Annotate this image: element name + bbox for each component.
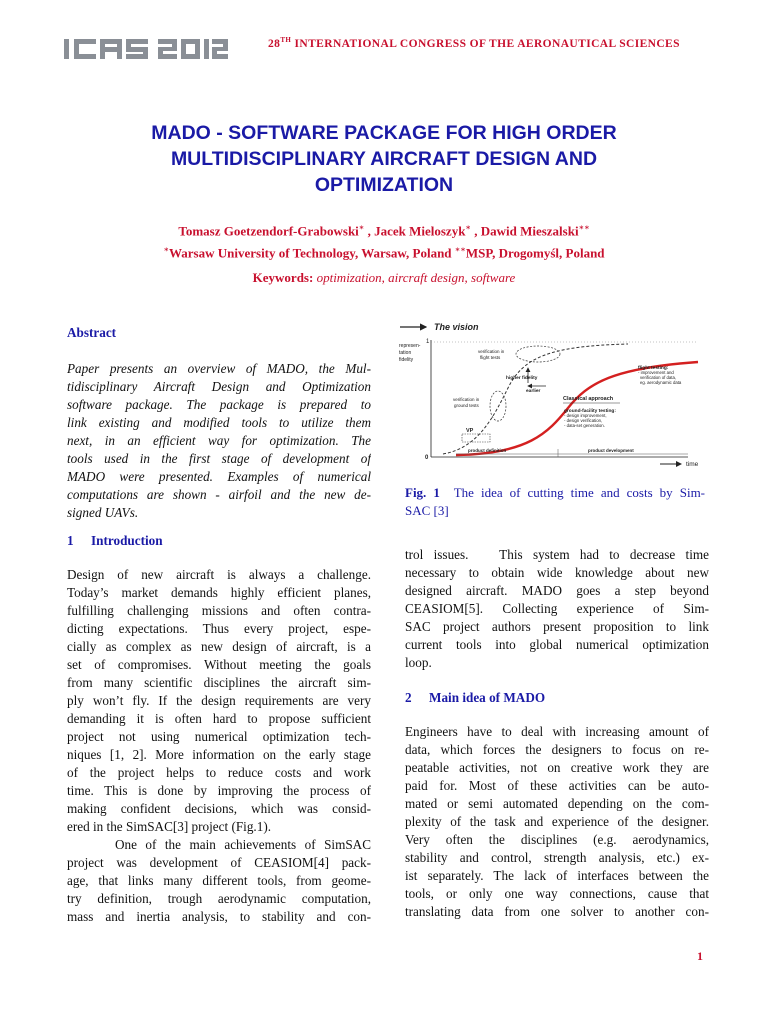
text-line: Very often the disciplines (e.g. aerodynamics, [405, 832, 709, 847]
y-label-line: represen- [399, 343, 421, 349]
text-line: ist separately. The lack of interfaces between the [405, 868, 709, 883]
text-line: next, in an efficient way for optimization. The [67, 433, 371, 448]
text-line: computations are shown - airfoil and the new de- [67, 487, 371, 502]
text-line: mated or semi automated depending on the com- [405, 796, 709, 811]
ground-testing-title: ground-facility testing: [564, 409, 616, 414]
text-line: ered in the SimSAC[3] project (Fig.1). [67, 819, 272, 834]
text-line: translating data from one solver to another con- [405, 904, 709, 919]
y-label-line: fidelity [399, 357, 414, 363]
text-line: MADO were presented. Examples of numerical [67, 469, 371, 484]
text-line: Design of new aircraft is always a challenge. [67, 567, 371, 582]
section-number: 1 [67, 533, 74, 548]
text-line: try definition, trough aerodynamic computation, [67, 891, 371, 906]
figure-caption [405, 484, 705, 520]
text-line: peatable activities, not on creative work they are [405, 760, 709, 775]
introduction-heading [67, 533, 163, 549]
classical-label: Classical approach [563, 396, 614, 402]
text-line: of the project helps to reduce costs and work [67, 765, 371, 780]
ground-testing-line: - design verification, [564, 418, 603, 423]
ground-label: ground tests [454, 403, 479, 408]
author-names: Tomasz Goetzendorf-Grabowski∗ , Jacek Mieloszyk∗ , Dawid Mieszalski∗∗ [178, 223, 590, 239]
vp-label: VP [466, 428, 474, 434]
page-number: 1 [697, 949, 703, 963]
affiliation: Warsaw University of Technology, Warsaw, Poland [168, 245, 452, 261]
flight-testing-line: verification of data, [640, 375, 677, 380]
text-line: tools used in the first stage of development of [67, 451, 371, 466]
conference-header [268, 36, 714, 50]
paper-title [60, 120, 708, 198]
caption-line [405, 484, 705, 502]
main-idea-heading [405, 690, 545, 706]
text-line: Paper presents an overview of MADO, the Mul- [67, 361, 371, 376]
section-title: Introduction [91, 533, 163, 548]
text-line: fulfilling challenging missions and often contra- [67, 603, 371, 618]
text-line: time. This is done by improving the process of [67, 783, 371, 798]
ground-tests-ellipse [490, 391, 506, 421]
text-line: One of the main achievements of SimSAC [81, 837, 371, 852]
y-one-tick: 1 [426, 339, 430, 345]
text-line: dicting expectations. Thus every project, espe- [67, 621, 371, 636]
text-line: necessary to obtain wide knowledge about new [405, 565, 709, 580]
title-line: OPTIMIZATION [314, 174, 454, 196]
text-line: project not using numerical optimization tech- [67, 729, 371, 744]
x-axis-label: time [686, 461, 699, 468]
y-label-line: tation [399, 350, 412, 356]
text-line: tidisciplinary Aircraft Design and Optimization [67, 379, 371, 394]
affiliation-mark: ∗ [163, 245, 169, 255]
product-definition-label: product definition [468, 448, 507, 453]
authors-block [60, 218, 708, 263]
text-line: paid for. Most of these activities can be auto- [405, 778, 709, 793]
text-line: designed aircraft. MADO goes a step beyond [405, 583, 709, 598]
introduction-continued [405, 546, 709, 672]
section-number: 2 [405, 690, 412, 705]
text-line: tools, or only one way connections, cause that [405, 886, 709, 901]
title-line: MADO - SOFTWARE PACKAGE FOR HIGH ORDER [151, 122, 617, 144]
conf-number: 28 [268, 37, 281, 50]
keywords-text: optimization, aircraft design, software [316, 270, 516, 285]
section-title: Main idea of MADO [429, 690, 546, 705]
text-line: from many scientific disciplines the aircraft sim- [67, 675, 371, 690]
text-line: Engineers have to deal with increasing amount of [405, 724, 709, 739]
earlier-label: earlier [526, 389, 541, 394]
text-line: SAC project authors present proposition to link [405, 619, 709, 634]
text-line: project was development of CEASIOM[4] pack- [67, 855, 371, 870]
keywords-label: Keywords: [252, 270, 314, 285]
text-line: trol issues. This system had to decrease time [405, 547, 709, 562]
text-line: cially as complex as new design of aircraft, is a [67, 639, 371, 654]
higher-fidelity-label: higher fidelity [506, 376, 538, 381]
ground-label: verification in [453, 397, 480, 402]
text-line: Today’s market demands highly efficient planes, [67, 585, 371, 600]
text-line: current tools into global numerical optimization [405, 637, 709, 652]
introduction-text [67, 566, 371, 926]
main-idea-text [405, 723, 709, 921]
vision-label: verification in [478, 349, 505, 354]
text-line: plexity of the task and experience of the designer. [405, 814, 709, 829]
ground-testing-line: - data-set generation. [564, 423, 605, 428]
author-name: Tomasz Goetzendorf-Grabowski [178, 223, 359, 239]
conf-text: INTERNATIONAL CONGRESS OF THE AERONAUTICAL SCIENCES [294, 37, 680, 50]
text-line: stability and control, strength analysis, etc.) ex- [405, 850, 709, 865]
text-line: data, which forces the designers to focus on re- [405, 742, 709, 757]
caption-text: The idea of cutting time and costs by Sim- [453, 485, 705, 500]
text-line: set of compromises. Without meeting the goals [67, 657, 371, 672]
text-line: niques [1, 2]. More information on the early stage [67, 747, 371, 762]
ground-testing-line: - design improvement, [564, 413, 607, 418]
y-zero-tick: 0 [425, 455, 429, 461]
flight-testing-title: flight testing: [638, 366, 669, 371]
flight-testing-line: - improvement and [638, 370, 674, 375]
text-line: CEASIOM[5]. Collecting experience of Sim- [405, 601, 709, 616]
product-development-label: product development [588, 448, 634, 453]
text-line: mass and inertia analysis, to stability and con- [67, 909, 371, 924]
text-line: demanding it is often hard to propose sufficient [67, 711, 371, 726]
text-line: ply won’t fly. If the design requirements are very [67, 693, 371, 708]
author-mark: ∗∗ [578, 223, 590, 232]
keywords [60, 270, 708, 286]
text-line: making confident decisions, which was consid- [67, 801, 371, 816]
affiliation: MSP, Drogomyśl, Poland [465, 245, 605, 261]
conf-sup: TH [280, 36, 292, 44]
flight-tests-ellipse [516, 346, 560, 362]
author-mark: ∗ [358, 223, 365, 232]
abstract-heading: Abstract [67, 325, 117, 340]
author-name: Dawid Mieszalski [480, 223, 579, 239]
vision-figure [398, 318, 710, 468]
text-line: loop. [405, 655, 432, 670]
text-line: link existing and modified tools to utilize them [67, 415, 371, 430]
flight-testing-line: eg. aerodynamic data [640, 380, 682, 385]
icas-2012-logo [64, 34, 228, 64]
author-name: Jacek Mieloszyk [374, 223, 466, 239]
caption-label: Fig. 1 [405, 485, 440, 500]
text-line: signed UAVs. [67, 505, 139, 520]
caption-line: SAC [3] [405, 503, 449, 518]
abstract-text [67, 360, 371, 522]
text-line: software package. The package is prepared to [67, 397, 371, 412]
figure-title: The vision [434, 322, 479, 332]
author-affiliations [60, 240, 708, 262]
title-line: MULTIDISCIPLINARY AIRCRAFT DESIGN AND [170, 148, 598, 170]
author-mark: ∗ [465, 223, 471, 232]
text-line: age, that links many different tools, from geome- [67, 873, 371, 888]
vision-label: flight tests [480, 355, 501, 360]
affiliation-mark: ∗∗ [454, 245, 466, 255]
